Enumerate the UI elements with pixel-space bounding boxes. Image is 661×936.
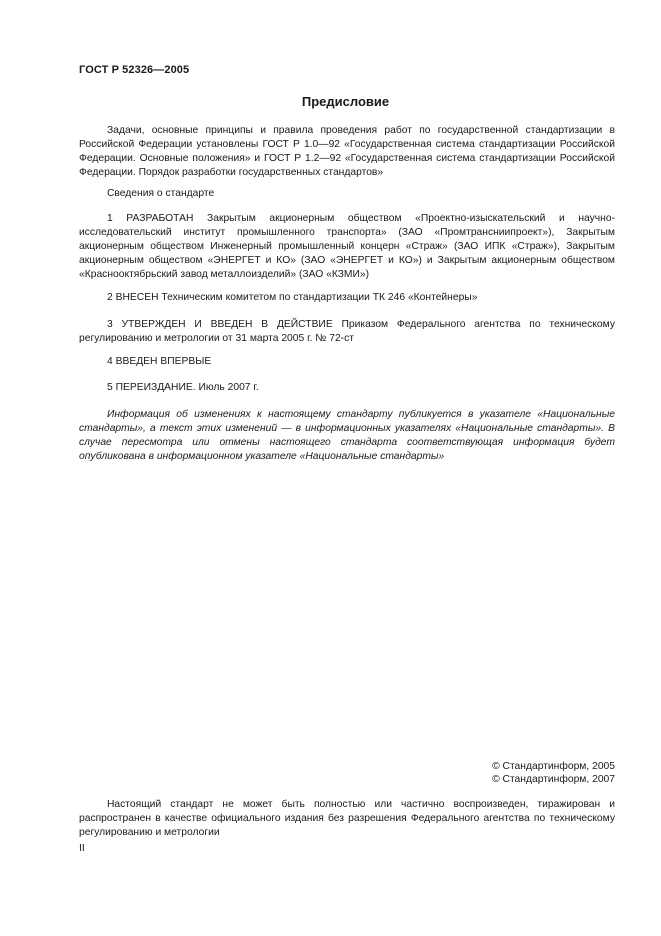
item-developed: 1 РАЗРАБОТАН Закрытым акционерным обществом «Проектно-изыскательский и научно-исследовательский институт промышленного транспорта» (ЗАО «Промтрансниипроект»), Закрытым акционерным обществом Инженерный промышленный концерн «Страж» (ЗАО ИПК «Страж»), Закрытым акционерным обществом «ЭНЕРГЕТ и КО» (ЗАО «ЭНЕРГЕТ и КО») и Закрытым акционерным обществом «Краснооктябрьский завод металлоизделий» (ЗАО «КЗМИ») xyxy=(79,213,615,280)
intro-paragraph: Задачи, основные принципы и правила проведения работ по государственной стандартизации в Российской Федерации установлены ГОСТ Р 1.0—92 «Государственная система стандартизации Российской Федерации. Основные положения» и ГОСТ Р 1.2—92 «Государственная система стандартизации Российской Федерации. Порядок разработки государственных стандартов» xyxy=(79,125,615,178)
item-introduced: 2 ВНЕСЕН Техническим комитетом по стандартизации ТК 246 «Контейнеры» xyxy=(107,292,478,303)
item-approved: 3 УТВЕРЖДЕН И ВВЕДЕН В ДЕЙСТВИЕ Приказом Федерального агентства по техническому регулированию и метрологии от 31 марта 2005 г. № 72-ст xyxy=(79,319,615,344)
section-title: Предисловие xyxy=(301,94,390,109)
item-first-introduced: 4 ВВЕДЕН ВПЕРВЫЕ xyxy=(107,356,212,367)
copyright-line-2007: © Стандартинформ, 2007 xyxy=(492,774,615,785)
page-number: II xyxy=(79,843,85,854)
standard-info-heading: Сведения о стандарте xyxy=(107,188,215,199)
item-reissue: 5 ПЕРЕИЗДАНИЕ. Июль 2007 г. xyxy=(107,382,259,393)
reproduction-notice: Настоящий стандарт не может быть полностью или частично воспроизведен, тиражирован и распространен в качестве официального издания без разрешения Федерального агентства по техническому регулированию и метрологии xyxy=(79,799,615,838)
changes-info-note: Информация об изменениях к настоящему стандарту публикуется в указателе «Национальные стандарты», а текст этих изменений — в информационных указателях «Национальные стандарты». В случае пересмотра или отмены настоящего стандарта соответствующая информация будет опубликована в информационном указателе «Национальные стандарты» xyxy=(79,409,615,462)
copyright-line-2005: © Стандартинформ, 2005 xyxy=(492,761,615,772)
document-code-header: ГОСТ Р 52326—2005 xyxy=(79,64,190,76)
